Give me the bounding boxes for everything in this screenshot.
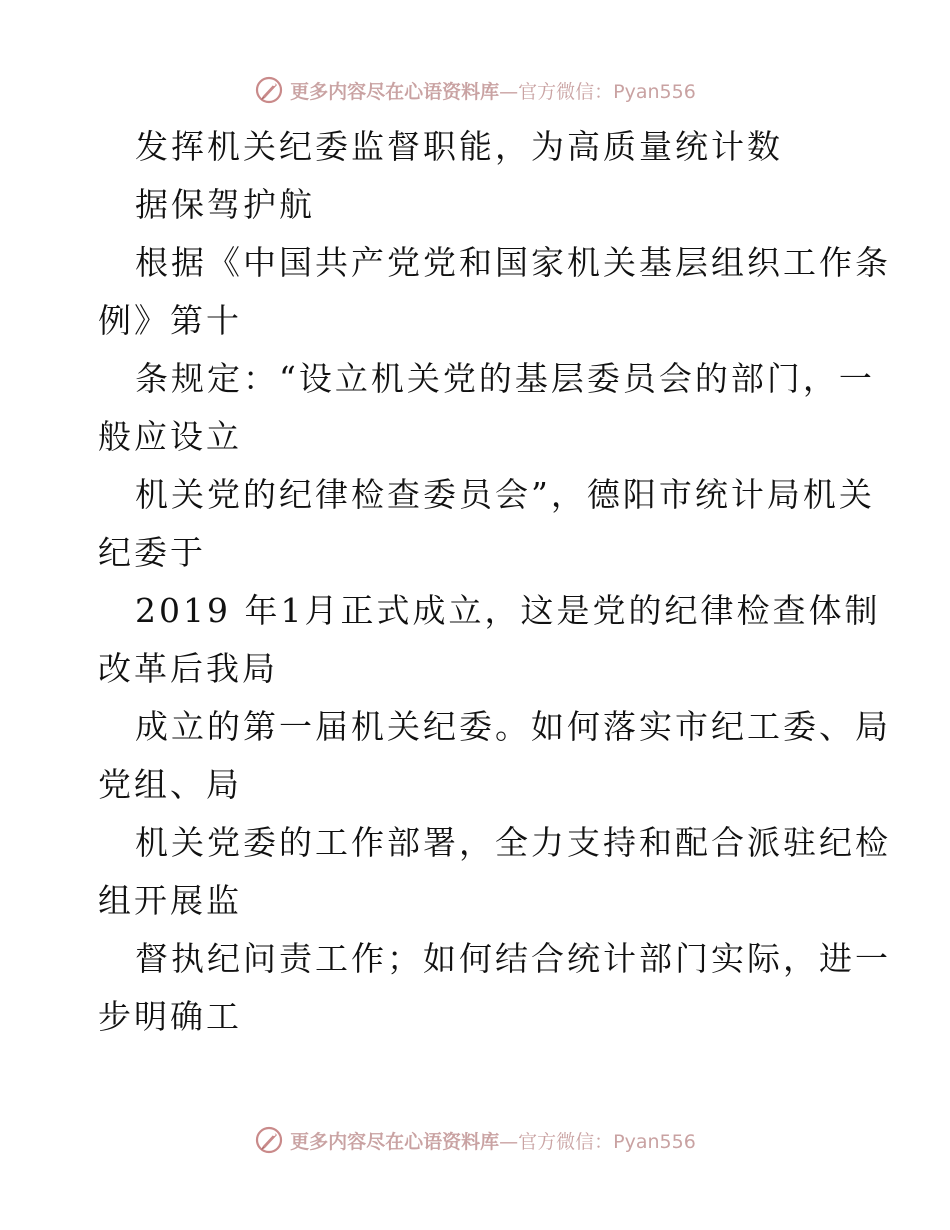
paragraph-line: 般应设立 [98,417,242,456]
paragraph-line: 成立的第一届机关纪委。如何落实市纪工委、局 [135,707,891,746]
paragraph-line: 组开展监 [98,881,242,920]
paragraph-line: 步明确工 [98,997,242,1036]
watermark-site-name: 更多内容尽在心语资料库 [290,1130,500,1153]
paragraph-line: 督执纪问责工作；如何结合统计部门实际，进一 [135,939,891,978]
watermark-wechat-id: 官方微信：Pyan556 [518,80,696,103]
paragraph-line: 改革后我局 [98,649,278,688]
document-body [98,118,891,1046]
paragraph-line: 条规定：“设立机关党的基层委员会的部门，一 [135,359,875,398]
quill-logo-icon [254,1125,284,1155]
paragraph-line: 例》第十 [98,301,242,340]
watermark-separator: — [499,1130,519,1153]
footer-watermark-banner [0,1122,950,1158]
paragraph-line: 党组、局 [98,765,242,804]
watermark-separator: — [499,80,519,103]
watermark-site-name: 更多内容尽在心语资料库 [290,80,500,103]
header-watermark-banner [0,72,950,108]
paragraph-line: 2019 年1月正式成立，这是党的纪律检查体制 [135,591,881,630]
document-title-line-1: 发挥机关纪委监督职能，为高质量统计数 [135,127,783,166]
paragraph-line: 纪委于 [98,533,206,572]
paragraph-line: 机关党委的工作部署，全力支持和配合派驻纪检 [135,823,891,862]
paragraph-line: 根据《中国共产党党和国家机关基层组织工作条 [135,243,891,282]
paragraph-line: 机关党的纪律检查委员会”，德阳市统计局机关 [135,475,875,514]
document-title-line-2: 据保驾护航 [135,185,315,224]
quill-logo-icon [254,75,284,105]
watermark-wechat-id: 官方微信：Pyan556 [518,1130,696,1153]
